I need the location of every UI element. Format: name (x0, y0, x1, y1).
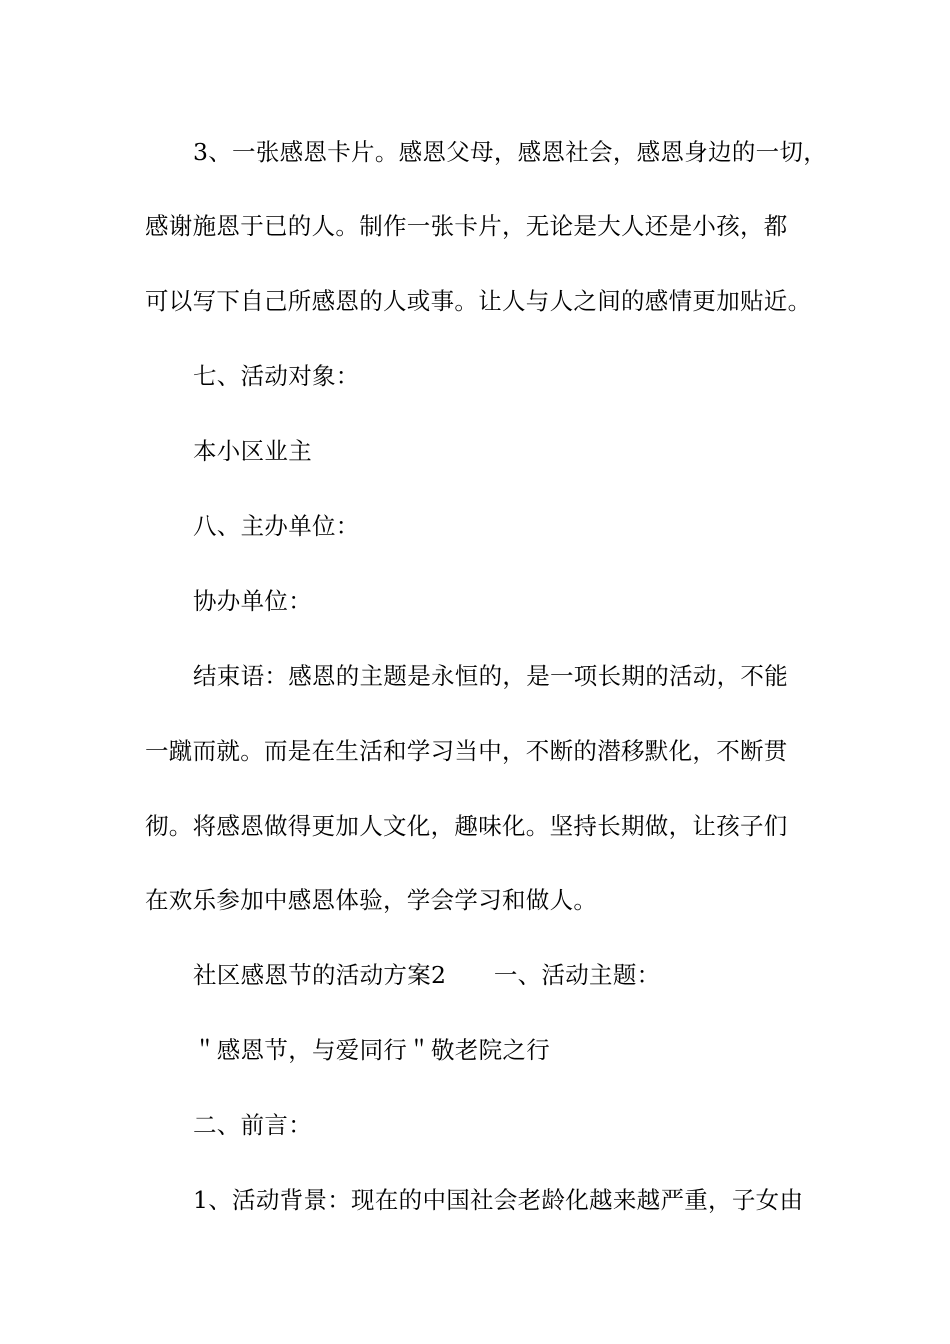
paragraph-line: 一蹴而就。而是在生活和学习当中，不断的潜移默化，不断贯 (145, 737, 788, 765)
paragraph-line: 可以写下自己所感恩的人或事。让人与人之间的感情更加贴近。 (145, 287, 812, 315)
paragraph-line: 1、活动背景：现在的中国社会老龄化越来越严重，子女由 (193, 1186, 804, 1214)
paragraph-line: 在欢乐参加中感恩体验，学会学习和做人。 (145, 886, 598, 914)
paragraph-line: 3、一张感恩卡片。感恩父母，感恩社会，感恩身边的一切， (193, 138, 828, 166)
section-heading: 八、主办单位： (193, 512, 360, 540)
paragraph-line: 结束语：感恩的主题是永恒的，是一项长期的活动，不能 (193, 662, 788, 690)
paragraph-line: 感谢施恩于已的人。制作一张卡片，无论是大人还是小孩，都 (145, 212, 788, 240)
paragraph-line: ＂感恩节，与爱同行＂敬老院之行 (193, 1036, 550, 1064)
paragraph-line: 协办单位： (193, 587, 312, 615)
paragraph-line: 本小区业主 (193, 437, 312, 465)
section-heading: 七、活动对象： (193, 362, 360, 390)
section-heading: 社区感恩节的活动方案2 一、活动主题： (193, 961, 661, 989)
paragraph-line: 彻。将感恩做得更加人文化，趣味化。坚持长期做，让孩子们 (145, 812, 788, 840)
section-heading: 二、前言： (193, 1111, 312, 1139)
